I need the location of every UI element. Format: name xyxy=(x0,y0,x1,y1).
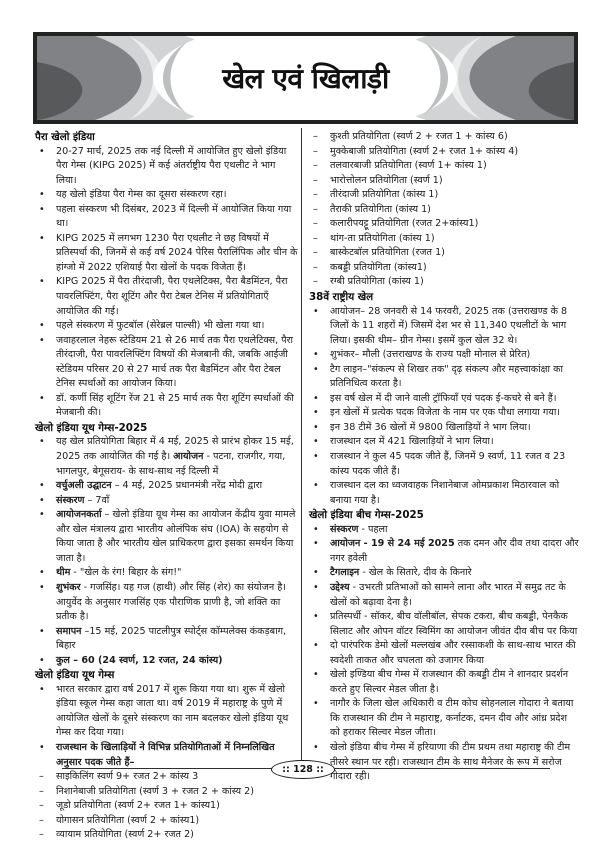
bullet-item xyxy=(309,392,579,407)
bullet-marker: • xyxy=(313,407,319,419)
bullet-marker: • xyxy=(313,523,319,535)
bullet-item xyxy=(309,741,579,785)
item-text xyxy=(330,581,579,610)
item-text: कुल – 60 (24 स्वर्ण, 12 रजत, 24 कांस्य) xyxy=(56,654,223,666)
item-text: तैराकी प्रतियोगिता (कांस्य 1) xyxy=(330,203,431,215)
bullet-marker: • xyxy=(39,480,45,492)
bullet-marker: • xyxy=(39,232,45,244)
item-text: KIPG 2025 में लगभग 1230 पैरा एथलीट ने छह विषयों में प्रतिस्पर्धा की, जिनमें से कई वर्ष 2024 पेरिस पैरालिंपिक और चीन के हांग्जो में 2022 एशियाई पैरा खेलों के पदक विजेता हैं। xyxy=(56,232,298,273)
item-text: थांग-ता प्रतियोगिता (कांस्य 1) xyxy=(330,232,435,244)
bullet-item xyxy=(35,683,298,741)
bullet-marker: • xyxy=(313,581,319,593)
bullet-marker: • xyxy=(313,640,319,652)
item-rest: - उभरती प्रतिभाओं को सामने लाना और भारत में समुद्र तट के खेलों को बढ़ावा देना है। xyxy=(330,581,566,608)
bullet-item xyxy=(309,610,579,639)
item-lead: टैगलाइन xyxy=(330,567,360,579)
item-text: डॉ. कर्णी सिंह शूटिंग रेंज 21 से 25 मार्च तक पैरा शूटिंग स्पर्धाओं की मेजबानी की। xyxy=(56,392,294,419)
sub-item xyxy=(35,828,298,843)
sub-item xyxy=(309,232,579,247)
bullet-item xyxy=(309,523,579,538)
item-rest: - पटना, राजगीर, गया, भागलपुर, बेगूसराय- के साथ-साथ नई दिल्ली में xyxy=(56,451,286,477)
sub-item xyxy=(309,130,579,145)
sub-item xyxy=(309,159,579,174)
item-text: राजस्थान के खिलाड़ियों ने विभिन्न प्रतियोगिताओं में निम्नलिखित अनुसार पदक जीते हैं– xyxy=(56,741,275,768)
bullet-item xyxy=(309,450,579,479)
bullet-marker: • xyxy=(39,203,45,215)
item-lead: संस्करण xyxy=(56,494,85,506)
page-number-badge xyxy=(271,760,335,779)
item-text xyxy=(330,566,579,581)
bullet-item xyxy=(309,435,579,450)
bullet-marker: • xyxy=(313,698,319,710)
item-text: राजस्थान ने कुल 45 पदक जीते हैं, जिनमें 9 स्वर्ण, 11 रजत व 23 कांस्य पदक जीते हैं। xyxy=(330,451,566,477)
bullet-item xyxy=(309,305,579,349)
bullet-item xyxy=(35,581,298,625)
section-heading: खेलो इंडिया यूथ गेम्स-2025 xyxy=(35,421,148,434)
item-text: 20-27 मार्च, 2025 तक नई दिल्ली में आयोजित हुए खेलो इंडिया पैरा गेम्स (KIPG 2025) में कई अंतर्राष्ट्रीय पैरा एथलीट ने भाग लिया। xyxy=(56,145,287,186)
item-text xyxy=(56,479,298,494)
bullet-item xyxy=(35,188,298,203)
chapter-title: खेल एवं खिलाड़ी xyxy=(222,62,389,95)
sub-item xyxy=(309,261,579,276)
sub-item xyxy=(35,785,298,800)
dash-marker: – xyxy=(313,261,318,273)
bullet-marker: • xyxy=(39,320,45,332)
left-column xyxy=(35,130,298,843)
item-rest: - गजसिंह। यह गज (हाथी) और सिंह (शेर) का संयोजन है। आयुर्वेद के अनुसार गजसिंह एक पौराणिक प्राणी है, जो शक्ति का प्रतीक है। xyxy=(56,581,286,623)
bullet-marker: • xyxy=(39,334,45,346)
bullet-item xyxy=(35,145,298,189)
item-lead: आयोजनकर्ता xyxy=(56,509,102,521)
item-text: इस वर्ष खेल में दी जाने वाली ट्रॉफियाँ एवं पदक ई-कचरे से बने हैं। xyxy=(330,392,557,404)
item-lead: वर्चुअली उद्घाटन xyxy=(56,480,112,492)
item-text: इन 38 टीमें 36 खेलों में 9800 खिलाड़ियों ने भाग लिया। xyxy=(330,421,531,433)
bullet-marker: • xyxy=(313,669,319,681)
item-text: नागौर के जिला खेल अधिकारी व टीम कोच सोहनलाल गोदारा ने बताया कि राजस्थान की टीम ने महाराष्ट्र, कर्नाटक, दमन दीव और आंध्र प्रदेश को हराकर सिल्वर मेडल जीता। xyxy=(330,698,574,739)
dash-marker: – xyxy=(39,829,44,841)
dash-marker: – xyxy=(39,814,44,826)
item-text xyxy=(56,508,298,566)
column-divider xyxy=(301,128,302,769)
item-text xyxy=(56,566,298,581)
item-text: टैग लाइन–"संकल्प से शिखर तक" दृढ़ संकल्प और महत्त्वाकांक्षा का प्रतिनिधित्व करता है। xyxy=(330,363,563,390)
bullet-marker: • xyxy=(313,349,319,361)
item-text: जूडो प्रतियोगिता (स्वर्ण 2+ रजत 1+ कांस्य1) xyxy=(56,800,220,812)
dash-marker: – xyxy=(39,785,44,797)
bullet-marker: • xyxy=(39,436,45,448)
item-text: आयोजन– 28 जनवरी से 14 फरवरी, 2025 तक (उत्तराखण्ड के 8 जिलों के 11 शहरों में) जिसमें देश भर से 11,340 एथलीटों के भाग लिया। इसकी थीम– ग्रीन गेम्स। इसमें कुल खेल 32 थे। xyxy=(330,305,568,346)
dash-marker: – xyxy=(313,131,318,142)
item-rest: –15 मई, 2025 पाटलीपुत्र स्पोर्ट्स कॉम्पलेक्स कंकड़बाग, बिहार xyxy=(56,625,287,652)
sub-item xyxy=(309,217,579,232)
bullet-marker: • xyxy=(39,625,45,637)
item-lead: उद्देश्य xyxy=(330,581,350,593)
bullet-marker: • xyxy=(313,451,319,463)
bullet-item xyxy=(309,566,579,581)
item-text: शुभंकर– मौली (उत्तराखण्ड के राज्य पक्षी मोनाल से प्रेरित) xyxy=(330,349,531,361)
section-heading: पैरा खेलो इंडिया xyxy=(35,131,95,143)
bullet-marker: • xyxy=(313,305,319,317)
item-text xyxy=(56,494,298,509)
bullet-marker: • xyxy=(39,145,45,157)
item-text: तलवारबाजी प्रतियोगिता (स्वर्ण 1+ कांस्य 1) xyxy=(330,160,487,172)
item-rest: – खेलो इंडिया यूथ गेम्स का आयोजन केंद्रीय युवा मामले और खेल मंत्रालय द्वारा भारतीय ओलंपिक संघ (IOA) के सहयोग से किया जाता है और भारतीय खेल प्राधिकरण द्वारा इसका समर्थन किया जाता है। xyxy=(56,509,296,564)
bullet-item xyxy=(35,392,298,421)
bullet-marker: • xyxy=(39,494,45,506)
dash-marker: – xyxy=(313,218,318,230)
item-text xyxy=(56,625,298,654)
bullet-item xyxy=(35,566,298,581)
bullet-marker: • xyxy=(39,276,45,288)
item-text: भारत सरकार द्वारा वर्ष 2017 में शुरू किया गया था। शुरू में खेलो इंडिया स्कूल गेम्स कहा जाता था। वर्ष 2019 में महाराष्ट्र के पुणे में आयोजित खेलों के दूसरे संस्करण का नाम बदलकर खेलो इंडिया यूथ गेम्स कर दिया गया। xyxy=(56,683,289,739)
bullet-item xyxy=(35,232,298,276)
item-rest: – 4 मई, 2025 प्रधानमंत्री नरेंद्र मोदी द्वारा xyxy=(111,480,263,492)
right-column xyxy=(309,130,579,785)
item-text: व्यायाम प्रतियोगिता (स्वर्ण 2+ रजत 2) xyxy=(56,829,194,841)
sub-item xyxy=(35,799,298,814)
bullet-item xyxy=(35,275,298,319)
item-text: पहले संस्करण में फुटबॉल (सेरेब्रल पाल्सी) भी खेला गया था। xyxy=(56,320,265,332)
bullet-item xyxy=(309,697,579,741)
sub-item xyxy=(35,770,298,785)
sub-item xyxy=(309,246,579,261)
item-text: इन खेलों में प्रत्येक पदक विजेता के नाम पर एक पौधा लगाया गया। xyxy=(330,407,560,419)
dash-marker: – xyxy=(313,247,318,259)
bullet-item xyxy=(35,625,298,654)
item-pre-text: यह खेल प्रतियोगिता बिहार में 4 मई, 2025 से प्रारंभ होकर 15 मई, 2025 तक आयोजित की गई है। xyxy=(56,436,294,463)
item-rest: – 7वाँ xyxy=(84,494,110,506)
item-text: साइकिलिंग स्वर्ण 9+ रजत 2+ कांस्य 3 xyxy=(56,771,199,783)
sub-item xyxy=(309,275,579,290)
item-rest: - पहला xyxy=(358,523,388,535)
item-text: जवाहरलाल नेहरू स्टेडियम 21 से 26 मार्च तक पैरा एथलेटिक्स, पैरा तीरंदाजी, पैरा पावरलिफ्टिंग विषयों की मेजबानी की, जबकि आईजी स्टेडियम परिसर 20 से 27 मार्च तक पैरा बैडमिंटन और पैरा टेबल टेनिस स्पर्धाओं का आयोजन किया। xyxy=(56,334,294,390)
bullet-item xyxy=(35,334,298,392)
bullet-marker: • xyxy=(313,392,319,404)
bullet-marker: • xyxy=(313,421,319,433)
bullet-item xyxy=(35,741,298,770)
item-text: कुश्ती प्रतियोगिता (स्वर्ण 2 + रजत 1 + कांस्य 6) xyxy=(330,131,508,142)
bullet-item xyxy=(309,363,579,392)
item-text: राजस्थान दल में 421 खिलाड़ियों ने भाग लिया। xyxy=(330,436,494,448)
dash-marker: – xyxy=(313,232,318,244)
dash-marker: – xyxy=(313,174,318,186)
bullet-item xyxy=(35,479,298,494)
section-heading: खेलो इंडिया बीच गेम्स-2025 xyxy=(309,509,424,522)
item-text xyxy=(56,581,298,625)
dash-marker: – xyxy=(39,771,44,783)
dash-marker: – xyxy=(39,800,44,812)
item-text: बास्केटबॉल प्रतियोगिता (रजत 1) xyxy=(330,247,445,259)
bullet-item xyxy=(309,668,579,697)
item-text: मुक्केबाजी प्रतियोगिता (स्वर्ण 2+ रजत 1+ कांस्य 4) xyxy=(330,145,519,157)
item-text: यह खेलो इंडिया पैरा गेम्स का दूसरा संस्करण रहा। xyxy=(56,189,227,201)
item-text: कलारीपयट्टू प्रतियोगिता (रजत 2+कांस्य1) xyxy=(330,218,479,230)
dash-marker: – xyxy=(313,145,318,157)
bullet-marker: • xyxy=(39,392,45,404)
bullet-item xyxy=(35,435,298,479)
bullet-marker: • xyxy=(39,509,45,521)
section-heading: खेलो इंडिया यूथ गेम्स xyxy=(35,669,115,682)
bullet-marker: • xyxy=(39,654,45,666)
item-lead: थीम xyxy=(56,567,71,579)
item-text: योगासन प्रतियोगिता (स्वर्ण 2 + कांस्य1) xyxy=(56,814,200,826)
page-number: :: 128 :: xyxy=(282,764,324,775)
item-text xyxy=(330,537,579,566)
sub-item xyxy=(35,814,298,829)
item-lead: आयोजन - 19 से 24 मई 2025 xyxy=(330,538,455,550)
bullet-marker: • xyxy=(39,567,45,579)
bullet-item xyxy=(309,348,579,363)
bullet-item xyxy=(309,537,579,566)
item-text xyxy=(56,435,298,479)
item-text: तीरंदाजी प्रतियोगिता (कांस्य 1) xyxy=(330,189,439,201)
sub-item xyxy=(309,203,579,218)
bullet-item xyxy=(35,654,298,669)
bullet-item xyxy=(35,494,298,509)
item-rest: तक दमन और दीव तथा दादरा और नगर हवेली xyxy=(330,538,579,564)
bullet-item xyxy=(309,639,579,668)
item-text: रग्बी प्रतियोगिता (कांस्य 1) xyxy=(330,276,424,288)
item-rest: - खेल के सितारे, दीव के किनारे xyxy=(359,567,472,579)
bullet-item xyxy=(309,406,579,421)
bullet-item xyxy=(309,421,579,436)
item-rest: - "खेल के रंग! बिहार के संग!" xyxy=(70,567,182,579)
chapter-banner xyxy=(33,32,578,124)
item-lead: संस्करण xyxy=(330,523,359,535)
bullet-marker: • xyxy=(313,611,319,623)
sub-item xyxy=(309,174,579,189)
bullet-marker: • xyxy=(313,363,319,375)
dash-marker: – xyxy=(313,203,318,215)
dash-marker: – xyxy=(313,160,318,172)
bullet-item xyxy=(35,203,298,232)
bullet-item xyxy=(309,581,579,610)
section-heading: 38वें राष्ट्रीय खेल xyxy=(309,291,374,304)
dash-marker: – xyxy=(313,189,318,201)
bullet-marker: • xyxy=(39,189,45,201)
sub-item xyxy=(309,188,579,203)
bullet-marker: • xyxy=(39,741,45,753)
item-text: दो पारंपरिक डेमो खेलों मल्लखंब और रस्साकशी के साथ-साथ भारत की स्वदेशी ताकत और चपलता को उजागर किया xyxy=(330,640,576,666)
sub-item xyxy=(309,145,579,160)
bullet-item xyxy=(35,319,298,334)
bullet-marker: • xyxy=(313,480,319,492)
item-text: कबड्डी प्रतियोगिता (कांस्य1) xyxy=(330,261,427,273)
bullet-item xyxy=(35,508,298,566)
item-text xyxy=(330,523,579,538)
item-text: भारोत्तोलन प्रतियोगिता (स्वर्ण 1) xyxy=(330,174,443,186)
bullet-marker: • xyxy=(313,567,319,579)
item-text: प्रतिस्पर्धी - सॉकर, बीच वॉलीबॉल, सेपक टकरा, बीच कबड्डी, पेनकैक सिलाट और ओपन वॉटर स्विमिंग का आयोजन जीवंत दीव बीच पर किया xyxy=(330,611,578,637)
item-lead: आयोजन xyxy=(173,451,204,463)
bullet-marker: • xyxy=(313,436,319,448)
item-text: KIPG 2025 में पैरा तीरंदाजी, पैरा एथलेटिक्स, पैरा बैडमिंटन, पैरा पावरलिफ्टिंग, पैरा शूटिंग और पैरा टेबल टेनिस में प्रतियोगिताएँ आयोजित की गई। xyxy=(56,276,288,317)
bullet-marker: • xyxy=(39,683,45,695)
dash-marker: – xyxy=(313,276,318,288)
item-text: खेलो इण्डिया बीच गेम्स में राजस्थान की कबड्डी टीम ने शानदार प्रदर्शन करते हुए सिल्वर मेडल जीता है। xyxy=(330,669,569,695)
bullet-marker: • xyxy=(313,741,319,753)
item-text: राजस्थान दल का ध्वजवाहक निशानेबाज ओमप्रकाश मिठारवाल को बनाया गया है। xyxy=(330,480,560,506)
bullet-marker: • xyxy=(313,538,319,550)
bullet-item xyxy=(309,479,579,508)
item-lead: समापन xyxy=(56,625,82,637)
item-lead: शुभंकर xyxy=(56,581,81,593)
item-text: पहला संस्करण भी दिसंबर, 2023 में दिल्ली में आयोजित किया गया था। xyxy=(56,203,292,230)
item-text: निशानेबाजी प्रतियोगिता (स्वर्ण 3 + रजत 2 + कांस्य 2) xyxy=(56,785,254,797)
item-text: खेलो इंडिया बीच गेम्स में हरियाणा की टीम प्रथम तथा महाराष्ट्र की टीम तीसरे स्थान पर रही। राजस्थान टीम के साथ मैनेजर के रूप में सरोज गोदारा रही। xyxy=(330,741,571,783)
bullet-marker: • xyxy=(39,581,45,593)
